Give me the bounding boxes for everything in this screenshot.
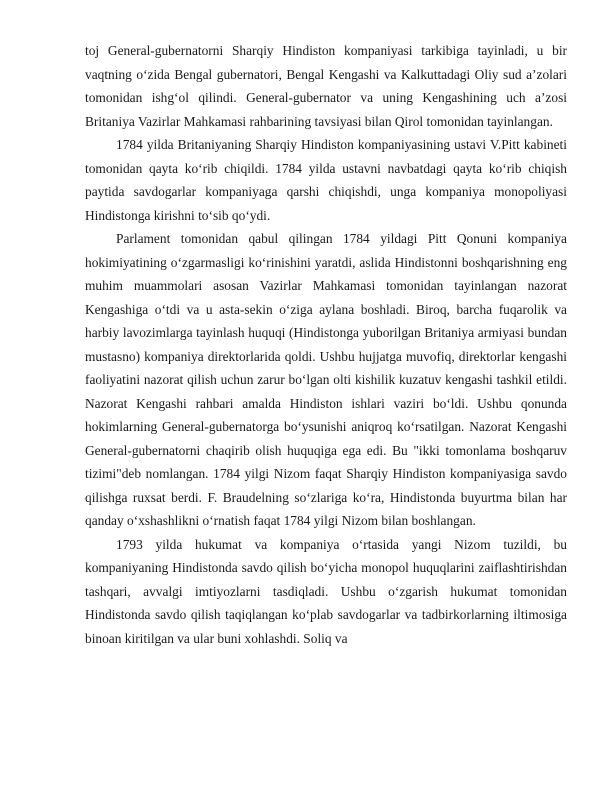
paragraph-1793-charter: 1793 yilda hukumat va kompaniya o‘rtasida yangi Nizom tuzildi, bu kompaniyaning Hindistonda savdo qilish bo‘yicha monopol huquqlarini zaiflashtirishdan tashqari, avvalgi imtiyozlarni tasdiqladi. Ushbu o‘zgarish hukumat tomonidan Hindistonda savdo qilish taqiqlangan ko‘plab savdogarlar va tadbirkorlarning iltimosiga binoan kiritilgan va ular buni xohlashdi. Soliq va: [85, 536, 567, 646]
paragraph-pitt-act: Parlament tomonidan qabul qilingan 1784 yildagi Pitt Qonuni kompaniya hokimiyatining o‘zgarmasligi ko‘rinishini yaratdi, aslida Hindistonni boshqarishning eng muhim muammolari asosan Vazirlar Mahkamasi tomonidan tayinlangan nazorat Kengashiga o‘tdi va u asta-sekin o‘ziga aylana boshladi. Biroq, barcha fuqarolik va harbiy lavozimlarga tayinlash huquqi (Hindistonga yuborilgan Britaniya armiyasi bundan mustasno) kompaniya direktorlarida qoldi. Ushbu hujjatga muvofiq, direktorlar kengashi faoliyatini nazorat qilish uchun zarur bo‘lgan olti kishilik kuzatuv kengashi tashkil etildi. Nazorat Kengashi rahbari amalda Hindiston ishlari vaziri bo‘ldi. Ushbu qonunda hokimlarning General-gubernatorga bo‘ysunishi aniqroq ko‘rsatilgan. Nazorat Kengashi General-gubernatorni chaqirib olish huquqiga ega edi. Bu "ikki tomonlama boshqaruv tizimi"deb nomlangan. 1784 yilgi Nizom faqat Sharqiy Hindiston kompaniyasiga savdo qilishga ruxsat berdi. F. Braudelning so‘zlariga ko‘ra, Hindistonda buyurtma bilan har qanday o‘xshashlikni o‘rnatish faqat 1784 yilgi Nizom bilan boshlangan.: [85, 231, 567, 528]
paragraph-1784-charter: 1784 yilda Britaniyaning Sharqiy Hindiston kompaniyasining ustavi V.Pitt kabineti tomonidan qayta ko‘rib chiqildi. 1784 yilda ustavni navbatdagi qayta ko‘rib chiqish paytida savdogarlar kompaniyaga qarshi chiqishdi, unga kompaniya monopoliyasi Hindistonga kirishni to‘sib qo‘ydi.: [85, 137, 567, 223]
paragraph-continuation: toj General-gubernatorni Sharqiy Hindiston kompaniyasi tarkibiga tayinladi, u bir vaqtning o‘zida Bengal gubernatori, Bengal Kengashi va Kalkuttadagi Oliy sud a’zolari tomonidan ishg‘ol qilindi. General-gubernator va uning Kengashining uch a’zosi Britaniya Vazirlar Mahkamasi rahbarining tavsiyasi bilan Qirol tomonidan tayinlangan.: [85, 43, 567, 129]
document-page: [85, 39, 567, 650]
